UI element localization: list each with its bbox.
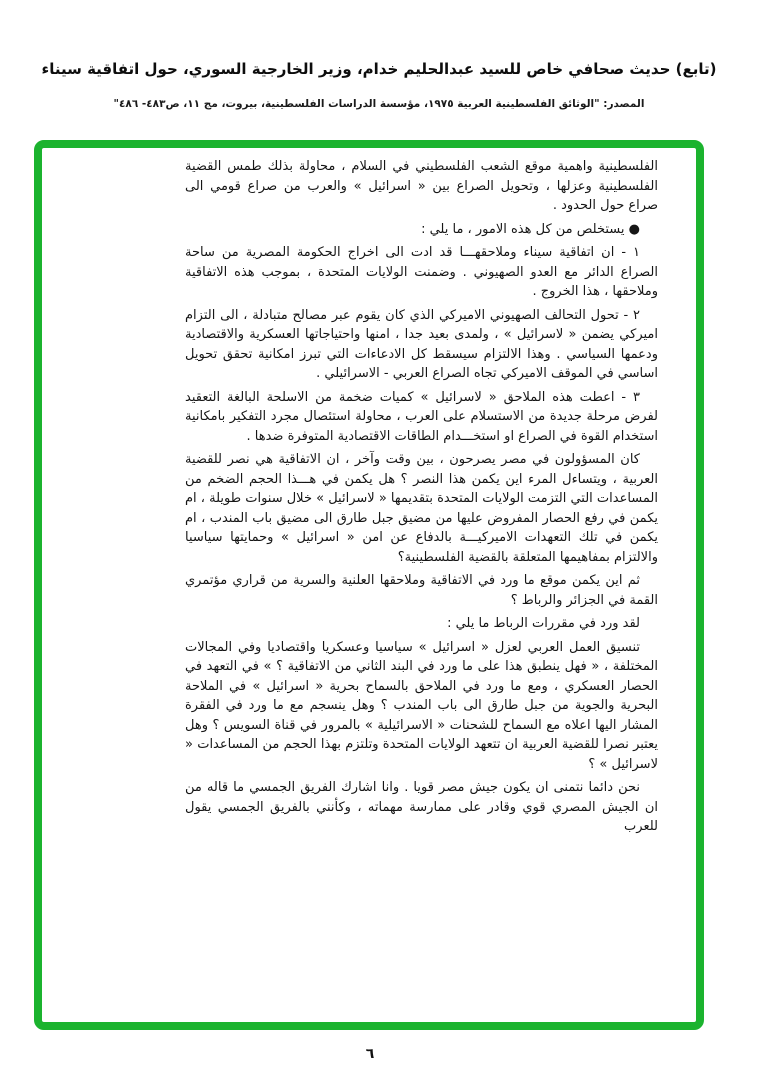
body-paragraph: كان المسؤولون في مصر يصرحون ، بين وقت وآخر ، ان الاتفاقية هي نصر للقضية العربية ، ويتساءل المرء اين يكمن هذا النصر ؟ هل يكمن في هـــذا الحجم الضخم من المساعدات التي التزمت الولايات المتحدة بتقديمها « لاسرائيل » خلال سنوات طويلة ، ام يكمن في رفع الحصار المفروض عليها من مضيق جبل طارق الى مضيق باب المندب ، ام يكمن في تلك التعهدات الاميركيـــة بالدفاع عن امن « اسرائيل » وحمايتها سياسيا والالتزام بمفاهيمها المتعلقة بالقضية الفلسطينية؟ [185, 452, 658, 565]
body-paragraph: نحن دائما نتمنى ان يكون جيش مصر قويا . وانا اشارك الفريق الجمسي ما قاله من ان الجيش المصري قوي وقادر على ممارسة مهماته ، وكأنني بالفريق الجمسي يقول للعرب [185, 780, 658, 834]
body-paragraph: ثم اين يكمن موقع ما ورد في الاتفاقية وملاحقها العلنية والسرية من قراري مؤتمري القمة في الجزائر والرباط ؟ [185, 573, 658, 608]
document-source-line: المصدر: "الوثائق الفلسطينية العربية ١٩٧٥، مؤسسة الدراسات الفلسطينية، بيروت، مج ١١، ص٤٨٣- ٤٨٦" [113, 98, 645, 110]
body-paragraph: لقد ورد في مقررات الرباط ما يلي : [447, 616, 640, 631]
body-paragraph-item-2: ٢ - تحول التحالف الصهيوني الاميركي الذي كان يقوم عبر مصالح متبادلة ، الى التزام اميركي يضمن « لاسرائيل » ، ولمدى بعيد جدا ، امنها واحتياجاتها العسكرية والاقتصادية ودعمها السياسي . وهذا الالتزام سيسقط كل الادعاءات التي تبرز امكانية تحقق تحويل اساسي في الموقف الاميركي تجاه الصراع العربي - الاسرائيلي . [185, 307, 658, 381]
body-paragraph: الفلسطينية واهمية موقع الشعب الفلسطيني في السلام ، محاولة بذلك طمس القضية الفلسطينية وعزلها ، وتحويل الصراع بين « اسرائيل » والعرب من صراع قومي الى صراع حول الحدود . [185, 159, 658, 213]
page-number: ٦ [365, 1046, 375, 1062]
body-paragraph-bullet: ● يستخلص من كل هذه الامور ، ما يلي : [421, 221, 640, 237]
body-paragraph-item-3: ٣ - اعطت هذه الملاحق « لاسرائيل » كميات ضخمة من الاسلحة البالغة التعقيد لفرض مرحلة جديدة من الاستسلام على العرب ، محاولة استئصال مجرد التفكير بامكانية استخدام القوة في الصراع او استخـــدام الطاقات الاقتصادية المتوفرة ضدها . [185, 389, 658, 444]
body-text-column [185, 157, 658, 841]
body-paragraph: تنسيق العمل العربي لعزل « اسرائيل » سياسيا وعسكريا واقتصاديا وفي المجالات المختلفة ، « فهل ينطبق هذا على ما ورد في البند الثاني من الاتفاقية ؟ » في التعهد في الحصار العسكري ، ومع ما ورد في الملاحق بالسماح بحرية « اسرائيل » في الملاحة البحرية والجوية من جبل طارق الى باب المندب ؟ وهل ينسجم مع ما ورد في الفقرة المشار اليها اعلاه مع السماح للشحنات « الاسرائيلية » بالمرور في قناة السويس ؟ وهل يعتبر نصرا للقضية العربية ان تتعهد الولايات المتحدة وتلتزم بهذا الحجم من المساعدات « لاسرائيل » ؟ [185, 639, 658, 772]
document-title: (تابع) حديث صحافي خاص للسيد عبدالحليم خدام، وزير الخارجية السوري، حول اتفاقية سيناء [41, 60, 717, 78]
body-paragraph-item-1: ١ - ان اتفاقية سيناء وملاحقهـــا قد ادت الى اخراج الحكومة المصرية من ساحة الصراع الدائر مع العدو الصهيوني . وضمنت الولايات المتحدة ، بموجب هذه الاتفاقية وملاحقها ، هذا الخروج . [185, 245, 658, 299]
